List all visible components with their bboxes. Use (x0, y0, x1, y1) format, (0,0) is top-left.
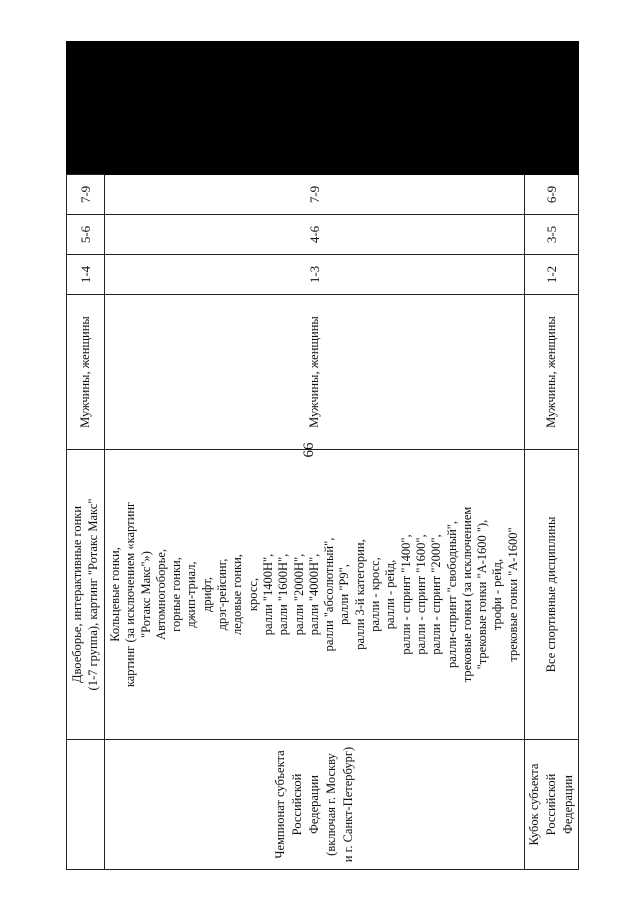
place-cell: 3-5 (525, 215, 579, 255)
event-line: Российской Федерации (544, 773, 575, 836)
discipline-line: дрэг-рейсинг, (215, 558, 230, 631)
discipline-line: "трековые гонки "А-1600 "), (475, 519, 490, 670)
discipline-line: трековые гонки (за исключением (459, 506, 474, 683)
event-line: (включая г. Москву (324, 753, 338, 856)
place-cell: 1-3 (105, 255, 525, 295)
discipline-line: ралли "4000Н", (306, 553, 321, 636)
discipline-line: Автомногоборье, (153, 548, 168, 641)
event-line: и г. Санкт-Петербург) (341, 746, 355, 863)
discipline-line: трековые гонки "А-1600" (505, 527, 520, 662)
discipline-line: картинг (за исключением «картинг (123, 501, 138, 688)
disciplines-cell (67, 450, 105, 740)
event-cell (525, 740, 579, 870)
page-number: 66 (301, 442, 317, 458)
discipline-line: ралли - спринт "1600", (413, 534, 428, 655)
event-line: Чемпионат субъекта (273, 750, 287, 859)
table-row (67, 42, 105, 870)
rotated-table-container (66, 42, 575, 870)
discipline-line: ледовые гонки, (230, 554, 245, 635)
gender-cell: Мужчины, женщины (525, 295, 579, 450)
discipline-line: "Ротакс Макс"») (138, 551, 153, 638)
discipline-line: ралли - кросс, (368, 557, 383, 632)
discipline-line: ралли "1400Н", (260, 553, 275, 636)
redacted-block (67, 42, 579, 175)
discipline-line: джип-триал, (184, 561, 199, 628)
gender-cell: Мужчины, женщины (67, 295, 105, 450)
event-line: Российской Федерации (290, 773, 321, 836)
disciplines-cell (105, 450, 525, 740)
discipline-line: дрифт, (199, 576, 214, 613)
event-cell (67, 740, 105, 870)
discipline-line: Кольцевые гонки, (107, 547, 122, 642)
event-line: Кубок субъекта (527, 763, 541, 846)
gender-cell: Мужчины, женщины (105, 295, 525, 450)
discipline-line: трофи - рейд, (490, 558, 505, 631)
discipline-line: ралли - спринт "1400", (398, 534, 413, 655)
discipline-line: Двоеборье, интерактивные гонки (70, 505, 85, 684)
place-cell: 7-9 (67, 175, 105, 215)
place-cell: 1-2 (525, 255, 579, 295)
discipline-line: (1-7 группа), картинг "Ротакс Макс" (85, 498, 100, 691)
place-cell: 4-6 (105, 215, 525, 255)
disciplines-cell (525, 450, 579, 740)
place-cell: 7-9 (105, 175, 525, 215)
discipline-line: Все спортивные дисциплины (543, 516, 558, 673)
place-cell: 5-6 (67, 215, 105, 255)
discipline-line: ралли "абсолютный", (322, 537, 337, 652)
discipline-line: кросс, (245, 577, 260, 612)
discipline-line: ралли "Р9", (337, 564, 352, 625)
place-cell: 6-9 (525, 175, 579, 215)
discipline-line: ралли - рейд, (383, 559, 398, 630)
discipline-line: горные гонки, (169, 557, 184, 632)
discipline-line: ралли-спринт "свободный", (444, 520, 459, 669)
discipline-line: ралли 3-й категории, (352, 539, 367, 650)
discipline-line: ралли "1600Н", (276, 553, 291, 636)
event-cell (105, 740, 525, 870)
discipline-line: ралли - спринт "2000", (429, 534, 444, 655)
discipline-line: ралли "2000Н", (291, 553, 306, 636)
place-cell: 1-4 (67, 255, 105, 295)
results-table (66, 41, 579, 870)
